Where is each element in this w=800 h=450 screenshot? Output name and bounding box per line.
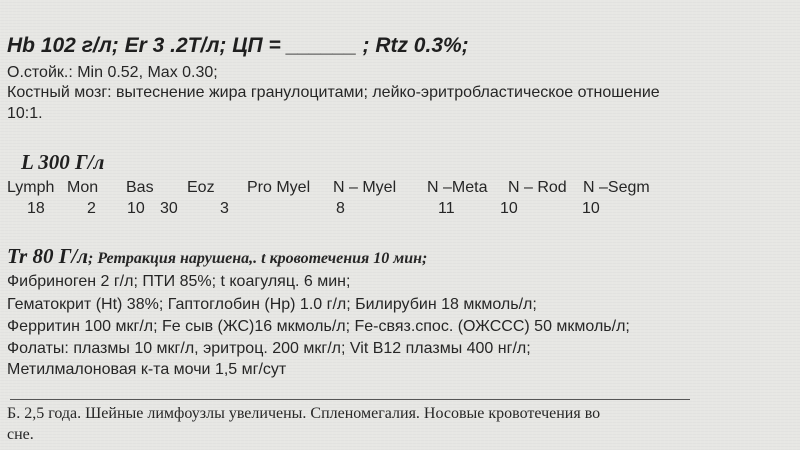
- value-n-meta: 11: [438, 200, 455, 217]
- header-pro-myel: Pro Myel: [247, 179, 311, 196]
- hb-er-values: Hb 102 г/л; Er 3 .2Т/л; ЦП =: [7, 34, 287, 57]
- clinical-note-line-1: Б. 2,5 года. Шейные лимфоузлы увеличены. Спленомегалия. Носовые кровотечения во: [7, 405, 601, 422]
- header-lymph: Lymph: [7, 179, 55, 196]
- bone-marrow-ratio-line: 10:1.: [7, 105, 43, 122]
- coagulation-line: Фибриноген 2 г/л; ПТИ 85%; t коагуляц. 6 мин;: [7, 273, 351, 290]
- header-n-meta: N –Meta: [427, 179, 488, 196]
- header-mon: Mon: [67, 179, 99, 196]
- divider-line: [10, 399, 690, 400]
- hematocrit-line: Гематокрит (Ht) 38%; Гаптоглобин (Hp) 1.0 г/л; Билирубин 18 мкмоль/л;: [7, 296, 537, 313]
- value-bas: 10: [127, 200, 145, 217]
- header-n-segm: N –Segm: [583, 179, 650, 196]
- leukocyte-count: L 300 Г/л: [21, 150, 105, 174]
- platelet-line: [7, 244, 427, 269]
- color-index-blank: ______: [286, 34, 357, 57]
- header-n-myel: N – Myel: [333, 179, 397, 196]
- osmotic-resistance-line: О.стойк.: Min 0.52, Max 0.30;: [7, 64, 218, 81]
- methylmalonic-acid-line: Метилмалоновая к-та мочи 1,5 мг/сут: [7, 361, 287, 378]
- retraction-bleeding-time: ; Ретракция нарушена,. t кровотечения 10 мин;: [88, 250, 428, 267]
- value-n-rod: 10: [500, 200, 518, 217]
- value-pro-myel: 3: [220, 200, 229, 217]
- header-bas: Bas: [126, 179, 154, 196]
- platelet-count: Tr 80 Г/л: [7, 244, 89, 268]
- folate-b12-line: Фолаты: плазмы 10 мкг/л, эритроц. 200 мкг/л; Vit B12 плазмы 400 нг/л;: [7, 340, 531, 357]
- value-mon: 2: [87, 200, 96, 217]
- value-eoz: 30: [160, 200, 178, 217]
- iron-line: Ферритин 100 мкг/л; Fe сыв (ЖС)16 мкмоль/л; Fe-связ.спос. (ОЖССС) 50 мкмоль/л;: [7, 318, 630, 335]
- clinical-note-line-2: сне.: [7, 426, 34, 443]
- header-eoz: Eoz: [187, 179, 215, 196]
- value-lymph: 18: [27, 200, 45, 217]
- value-n-myel: 8: [336, 200, 345, 217]
- header-n-rod: N – Rod: [508, 179, 567, 196]
- rtz-value: ; Rtz 0.3%;: [356, 34, 469, 57]
- value-n-segm: 10: [582, 200, 600, 217]
- bone-marrow-line: Костный мозг: вытеснение жира гранулоцитами; лейко-эритробластическое отношение: [7, 84, 660, 101]
- hemogram-line: [7, 34, 469, 58]
